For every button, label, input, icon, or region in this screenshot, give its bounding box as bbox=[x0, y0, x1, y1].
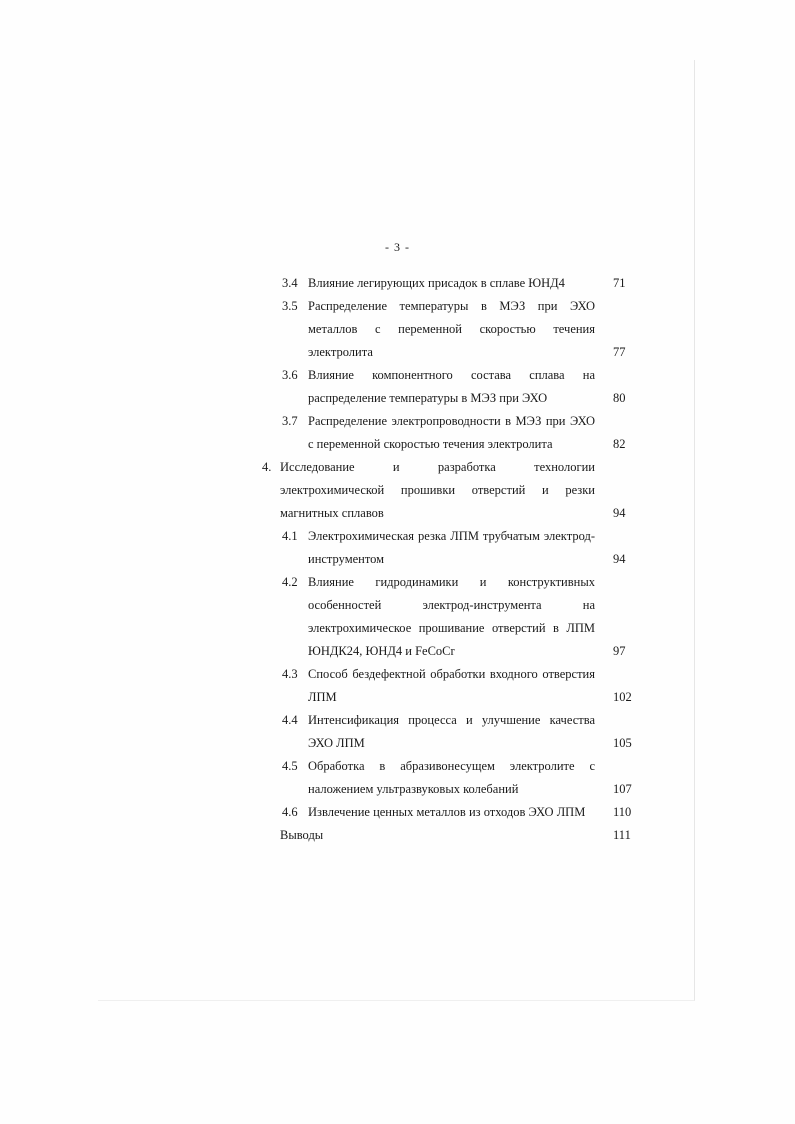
toc-entry bbox=[262, 709, 647, 755]
toc-entry-title: Исследование и разработка технологии электрохимической прошивки отверстий и резки магнитных сплавов bbox=[280, 460, 595, 520]
toc-entry-number: 4.2 bbox=[282, 575, 298, 589]
toc-entry-page: 71 bbox=[613, 276, 626, 290]
toc-entry bbox=[262, 755, 647, 801]
page-number: - 3 - bbox=[385, 240, 410, 254]
toc-entry bbox=[262, 663, 647, 709]
toc-entry-title: Распределение температуры в МЭЗ при ЭХО металлов с переменной скоростью течения электролита bbox=[308, 299, 595, 359]
toc-entry-page: 82 bbox=[613, 437, 626, 451]
toc-entry-title: Влияние легирующих присадок в сплаве ЮНД4 bbox=[308, 276, 565, 290]
toc-entry-title: Извлечение ценных металлов из отходов ЭХО ЛПМ bbox=[308, 805, 586, 819]
toc-entry-number: 3.4 bbox=[282, 276, 298, 290]
toc-entry-page: 111 bbox=[613, 828, 631, 842]
toc-entry bbox=[262, 272, 647, 295]
toc-entry-page: 94 bbox=[613, 552, 626, 566]
toc-entry-number: 3.6 bbox=[282, 368, 298, 382]
toc-entry bbox=[262, 525, 647, 571]
toc-entry-title: Выводы bbox=[280, 828, 324, 842]
toc-entry-title: Электрохимическая резка ЛПМ трубчатым электрод-инструментом bbox=[308, 529, 595, 566]
toc-entry-number: 3.7 bbox=[282, 414, 298, 428]
toc-entry bbox=[262, 410, 647, 456]
toc-entry-title: Влияние компонентного состава сплава на распределение температуры в МЭЗ при ЭХО bbox=[308, 368, 595, 405]
toc-entry-number: 4. bbox=[262, 460, 272, 474]
toc-entry-page: 110 bbox=[613, 805, 632, 819]
toc-entry bbox=[262, 295, 647, 364]
toc-entry-number: 4.3 bbox=[282, 667, 298, 681]
toc-entry-title: Способ бездефектной обработки входного отверстия ЛПМ bbox=[308, 667, 595, 704]
toc-entry-title: Интенсификация процесса и улучшение качества ЭХО ЛПМ bbox=[308, 713, 595, 750]
toc-entry-title: Влияние гидродинамики и конструктивных особенностей электрод-инструмента на электрохимическое прошивание отверстий в ЛПМ ЮНДК24, ЮНД4 и FeCoCr bbox=[308, 575, 595, 658]
toc-entry-page: 107 bbox=[613, 782, 632, 796]
toc-entry-number: 3.5 bbox=[282, 299, 298, 313]
toc-entry bbox=[262, 824, 647, 847]
toc-entry bbox=[262, 364, 647, 410]
toc-entry-title: Распределение электропроводности в МЭЗ при ЭХО с переменной скоростью течения электролита bbox=[308, 414, 595, 451]
toc-entry-number: 4.5 bbox=[282, 759, 298, 773]
toc-entry-number: 4.1 bbox=[282, 529, 298, 543]
toc-entry-page: 102 bbox=[613, 690, 632, 704]
toc-entry-title: Обработка в абразивонесущем электролите с наложением ультразвуковых колебаний bbox=[308, 759, 595, 796]
toc-entry-page: 105 bbox=[613, 736, 632, 750]
toc-entry-page: 77 bbox=[613, 345, 626, 359]
toc-entry bbox=[262, 456, 647, 525]
toc-entry bbox=[262, 571, 647, 663]
toc-entry-number: 4.6 bbox=[282, 805, 298, 819]
toc-entry-number: 4.4 bbox=[282, 713, 298, 727]
toc-entry bbox=[262, 801, 647, 824]
toc-entry-page: 80 bbox=[613, 391, 626, 405]
toc-entry-page: 97 bbox=[613, 644, 626, 658]
toc-entry-page: 94 bbox=[613, 506, 626, 520]
table-of-contents bbox=[262, 272, 647, 847]
